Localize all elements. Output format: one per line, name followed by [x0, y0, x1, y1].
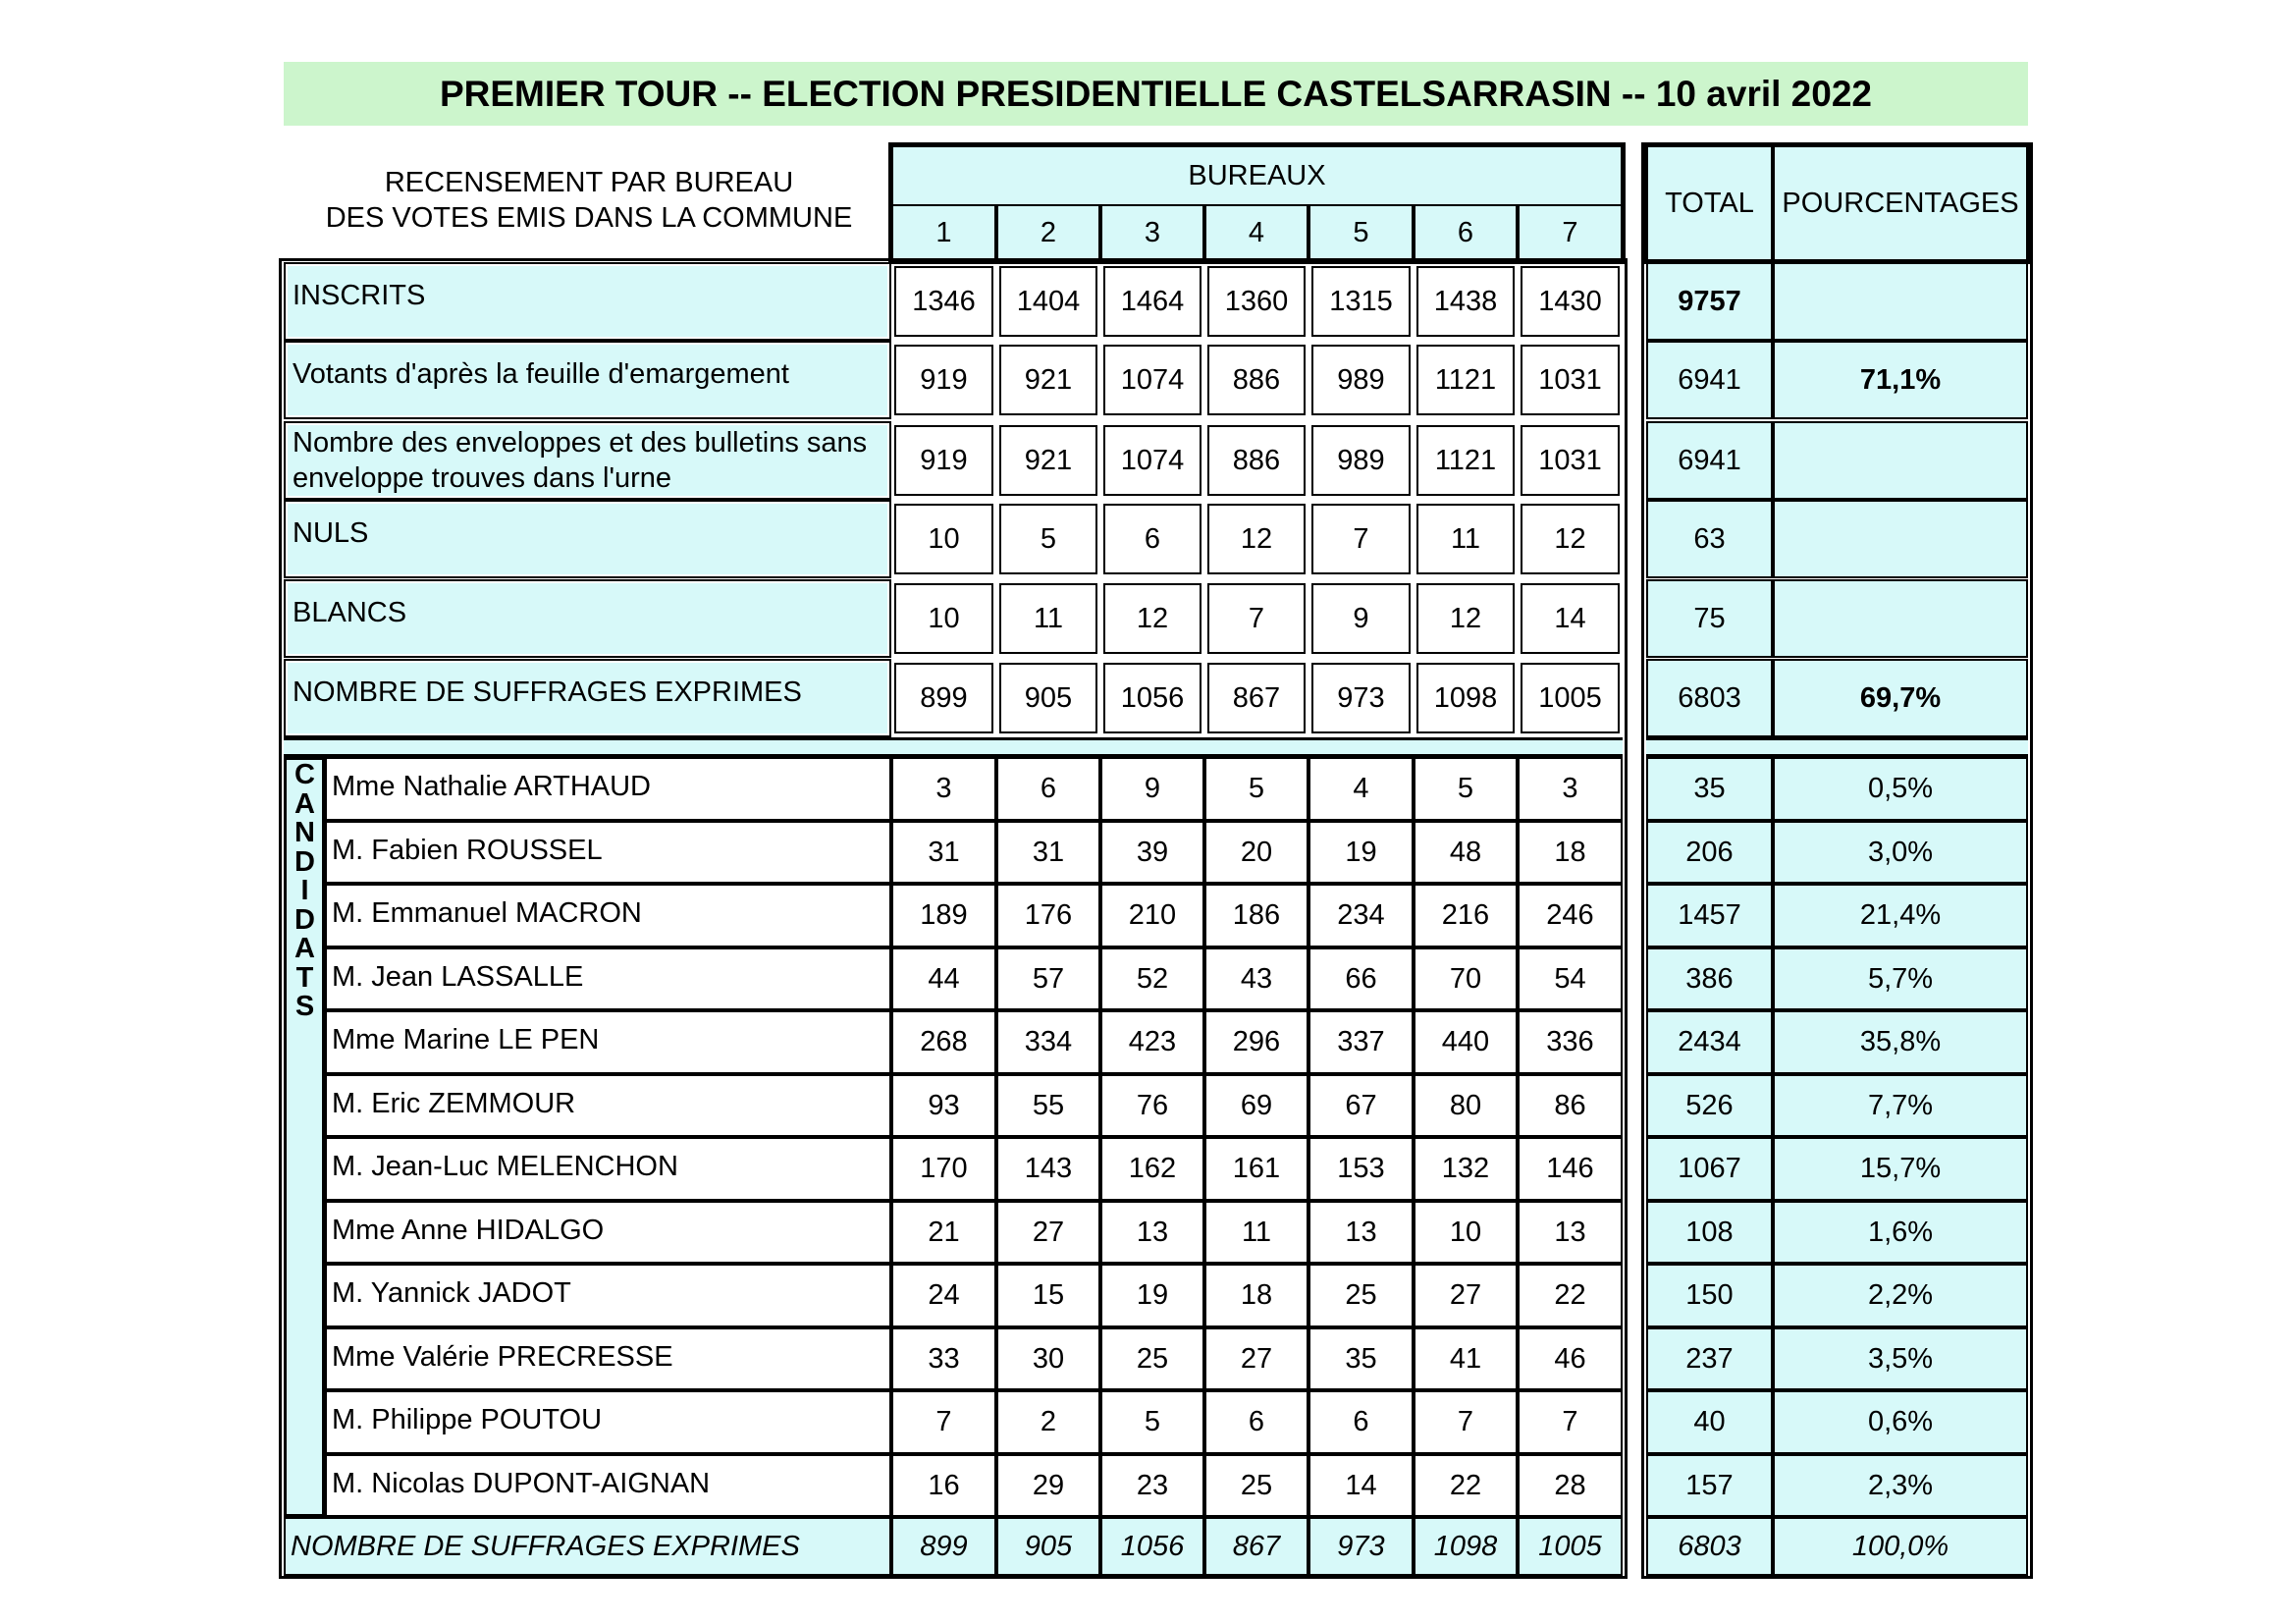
footer-percentage: 100,0%	[1773, 1517, 2028, 1576]
candidate-cell: 25	[1204, 1454, 1308, 1517]
candidate-cell: 24	[891, 1264, 996, 1327]
summary-label-0: INSCRITS	[288, 266, 887, 337]
candidate-cell: 246	[1518, 884, 1623, 947]
candidate-cell: 39	[1100, 821, 1204, 884]
summary-cell: 1098	[1416, 663, 1515, 733]
recensement-heading	[294, 165, 883, 236]
candidate-name: M. Philippe POUTOU	[325, 1390, 891, 1454]
candidate-cell: 5	[1204, 757, 1308, 821]
candidate-percentage: 2,2%	[1773, 1264, 2028, 1327]
candidate-cell: 21	[891, 1201, 996, 1264]
summary-cell: 973	[1311, 663, 1411, 733]
summary-cell: 10	[894, 583, 993, 654]
candidate-cell: 5	[1100, 1390, 1204, 1454]
candidate-cell: 13	[1518, 1201, 1623, 1264]
candidate-total: 1067	[1646, 1137, 1773, 1201]
summary-cell: 1005	[1521, 663, 1620, 733]
candidate-cell: 3	[1518, 757, 1623, 821]
summary-cell: 1360	[1207, 266, 1306, 337]
page-title: PREMIER TOUR -- ELECTION PRESIDENTIELLE CASTELSARRASIN -- 10 avril 2022	[284, 62, 2028, 126]
candidate-cell: 162	[1100, 1137, 1204, 1201]
footer-cell: 899	[891, 1517, 996, 1576]
candidate-cell: 7	[891, 1390, 996, 1454]
candidate-cell: 86	[1518, 1074, 1623, 1137]
candidate-percentage: 0,6%	[1773, 1390, 2028, 1454]
candidate-cell: 161	[1204, 1137, 1308, 1201]
candidate-total: 526	[1646, 1074, 1773, 1137]
candidate-percentage: 0,5%	[1773, 757, 2028, 821]
candidate-total: 1457	[1646, 884, 1773, 947]
summary-cell: 10	[894, 504, 993, 574]
candidate-cell: 48	[1414, 821, 1518, 884]
summary-total: 63	[1646, 500, 1773, 578]
candidate-cell: 80	[1414, 1074, 1518, 1137]
summary-cell: 14	[1521, 583, 1620, 654]
candidate-cell: 44	[891, 947, 996, 1010]
summary-cell: 899	[894, 663, 993, 733]
candidate-total: 2434	[1646, 1010, 1773, 1074]
footer-cell: 973	[1308, 1517, 1414, 1576]
candidate-cell: 234	[1308, 884, 1414, 947]
candidate-cell: 16	[891, 1454, 996, 1517]
candidate-cell: 423	[1100, 1010, 1204, 1074]
candidate-total: 35	[1646, 757, 1773, 821]
candidate-percentage: 35,8%	[1773, 1010, 2028, 1074]
candidate-cell: 25	[1308, 1264, 1414, 1327]
candidate-cell: 33	[891, 1327, 996, 1390]
summary-cell: 921	[999, 425, 1097, 496]
candidate-total: 40	[1646, 1390, 1773, 1454]
footer-label: NOMBRE DE SUFFRAGES EXPRIMES	[284, 1517, 891, 1576]
candidate-cell: 13	[1308, 1201, 1414, 1264]
bureaux-header: BUREAUX	[891, 145, 1623, 206]
candidate-cell: 176	[996, 884, 1100, 947]
candidate-cell: 23	[1100, 1454, 1204, 1517]
summary-cell: 1121	[1416, 345, 1515, 415]
candidate-cell: 27	[1204, 1327, 1308, 1390]
candidate-name: M. Jean LASSALLE	[325, 947, 891, 1010]
candidate-cell: 31	[891, 821, 996, 884]
summary-cell: 1056	[1103, 663, 1201, 733]
candidate-cell: 13	[1100, 1201, 1204, 1264]
candidate-total: 108	[1646, 1201, 1773, 1264]
bureau-number-7: 7	[1518, 204, 1623, 261]
candidate-percentage: 21,4%	[1773, 884, 2028, 947]
summary-cell: 1031	[1521, 425, 1620, 496]
candidate-cell: 7	[1414, 1390, 1518, 1454]
summary-label-1: Votants d'après la feuille d'emargement	[288, 345, 887, 415]
bureau-number-1: 1	[891, 204, 996, 261]
bureau-number-3: 3	[1100, 204, 1204, 261]
bureau-number-5: 5	[1308, 204, 1414, 261]
candidate-cell: 7	[1518, 1390, 1623, 1454]
summary-total: 9757	[1646, 262, 1773, 341]
summary-cell: 1074	[1103, 425, 1201, 496]
summary-cell: 1438	[1416, 266, 1515, 337]
bureau-number-6: 6	[1414, 204, 1518, 261]
summary-total: 6941	[1646, 421, 1773, 500]
candidate-cell: 216	[1414, 884, 1518, 947]
candidate-percentage: 1,6%	[1773, 1201, 2028, 1264]
candidate-cell: 14	[1308, 1454, 1414, 1517]
candidate-cell: 143	[996, 1137, 1100, 1201]
candidate-cell: 22	[1414, 1454, 1518, 1517]
candidate-percentage: 5,7%	[1773, 947, 2028, 1010]
candidate-cell: 41	[1414, 1327, 1518, 1390]
summary-cell: 886	[1207, 425, 1306, 496]
candidate-name: Mme Valérie PRECRESSE	[325, 1327, 891, 1390]
candidate-name: M. Fabien ROUSSEL	[325, 821, 891, 884]
candidate-total: 157	[1646, 1454, 1773, 1517]
candidate-cell: 268	[891, 1010, 996, 1074]
summary-cell: 1121	[1416, 425, 1515, 496]
candidate-total: 206	[1646, 821, 1773, 884]
summary-cell: 12	[1521, 504, 1620, 574]
candidate-cell: 93	[891, 1074, 996, 1137]
candidate-total: 150	[1646, 1264, 1773, 1327]
bureau-number-2: 2	[996, 204, 1100, 261]
candidate-cell: 189	[891, 884, 996, 947]
candidate-cell: 132	[1414, 1137, 1518, 1201]
summary-cell: 11	[999, 583, 1097, 654]
candidate-name: M. Yannick JADOT	[325, 1264, 891, 1327]
summary-total: 6803	[1646, 659, 1773, 737]
candidate-cell: 70	[1414, 947, 1518, 1010]
candidate-cell: 19	[1308, 821, 1414, 884]
summary-cell: 886	[1207, 345, 1306, 415]
candidate-cell: 27	[996, 1201, 1100, 1264]
summary-cell: 5	[999, 504, 1097, 574]
candidate-name: M. Nicolas DUPONT-AIGNAN	[325, 1454, 891, 1517]
total-header: TOTAL	[1646, 145, 1773, 261]
bureau-number-4: 4	[1204, 204, 1308, 261]
summary-label-4: BLANCS	[288, 583, 887, 654]
candidate-cell: 170	[891, 1137, 996, 1201]
candidate-cell: 15	[996, 1264, 1100, 1327]
recensement-text: RECENSEMENT PAR BUREAU DES VOTES EMIS DANS LA COMMUNE	[325, 167, 853, 234]
candidate-cell: 146	[1518, 1137, 1623, 1201]
candidate-cell: 9	[1100, 757, 1204, 821]
candidate-cell: 66	[1308, 947, 1414, 1010]
summary-cell: 12	[1416, 583, 1515, 654]
candidate-percentage: 3,5%	[1773, 1327, 2028, 1390]
candidate-cell: 210	[1100, 884, 1204, 947]
candidate-cell: 334	[996, 1010, 1100, 1074]
candidate-cell: 6	[1308, 1390, 1414, 1454]
candidate-cell: 22	[1518, 1264, 1623, 1327]
candidate-percentage: 15,7%	[1773, 1137, 2028, 1201]
summary-label-5: NOMBRE DE SUFFRAGES EXPRIMES	[288, 663, 887, 733]
summary-cell: 1430	[1521, 266, 1620, 337]
summary-cell: 919	[894, 345, 993, 415]
candidate-cell: 3	[891, 757, 996, 821]
candidate-cell: 54	[1518, 947, 1623, 1010]
candidate-cell: 19	[1100, 1264, 1204, 1327]
candidate-cell: 55	[996, 1074, 1100, 1137]
summary-percentage: 69,7%	[1773, 659, 2028, 737]
candidate-cell: 31	[996, 821, 1100, 884]
footer-cell: 905	[996, 1517, 1100, 1576]
summary-cell: 7	[1207, 583, 1306, 654]
candidats-vertical-label: C A N D I D A T S	[294, 759, 315, 1022]
summary-total: 75	[1646, 579, 1773, 658]
summary-cell: 6	[1103, 504, 1201, 574]
bureaux-header-frame	[888, 142, 1626, 264]
candidate-percentage: 7,7%	[1773, 1074, 2028, 1137]
candidate-cell: 336	[1518, 1010, 1623, 1074]
candidate-cell: 25	[1100, 1327, 1204, 1390]
footer-total: 6803	[1646, 1517, 1773, 1576]
footer-cell: 1056	[1100, 1517, 1204, 1576]
summary-cell: 11	[1416, 504, 1515, 574]
summary-cell: 1346	[894, 266, 993, 337]
footer-cell: 867	[1204, 1517, 1308, 1576]
summary-cell: 1464	[1103, 266, 1201, 337]
summary-percentage: 71,1%	[1773, 341, 2028, 419]
candidate-cell: 20	[1204, 821, 1308, 884]
summary-cell: 12	[1207, 504, 1306, 574]
candidate-cell: 18	[1518, 821, 1623, 884]
summary-cell: 12	[1103, 583, 1201, 654]
candidate-name: Mme Anne HIDALGO	[325, 1201, 891, 1264]
candidate-total: 237	[1646, 1327, 1773, 1390]
candidate-cell: 57	[996, 947, 1100, 1010]
candidate-name: M. Emmanuel MACRON	[325, 884, 891, 947]
candidate-cell: 5	[1414, 757, 1518, 821]
candidate-cell: 11	[1204, 1201, 1308, 1264]
candidate-total: 386	[1646, 947, 1773, 1010]
summary-cell: 905	[999, 663, 1097, 733]
candidate-cell: 52	[1100, 947, 1204, 1010]
candidate-cell: 30	[996, 1327, 1100, 1390]
candidate-percentage: 3,0%	[1773, 821, 2028, 884]
candidate-cell: 6	[1204, 1390, 1308, 1454]
summary-cell: 989	[1311, 425, 1411, 496]
summary-label-2: Nombre des enveloppes et des bulletins sans enveloppe trouves dans l'urne	[288, 425, 887, 496]
summary-cell: 9	[1311, 583, 1411, 654]
summary-cell: 1404	[999, 266, 1097, 337]
summary-total: 6941	[1646, 341, 1773, 419]
candidate-cell: 69	[1204, 1074, 1308, 1137]
summary-cell: 867	[1207, 663, 1306, 733]
candidate-cell: 76	[1100, 1074, 1204, 1137]
summary-cell: 921	[999, 345, 1097, 415]
candidate-cell: 337	[1308, 1010, 1414, 1074]
candidate-cell: 67	[1308, 1074, 1414, 1137]
candidate-cell: 35	[1308, 1327, 1414, 1390]
summary-cell: 1074	[1103, 345, 1201, 415]
summary-cell: 919	[894, 425, 993, 496]
candidate-cell: 43	[1204, 947, 1308, 1010]
summary-cell: 7	[1311, 504, 1411, 574]
summary-label-3: NULS	[288, 504, 887, 574]
candidate-cell: 6	[996, 757, 1100, 821]
candidate-cell: 440	[1414, 1010, 1518, 1074]
candidate-name: Mme Marine LE PEN	[325, 1010, 891, 1074]
candidate-cell: 27	[1414, 1264, 1518, 1327]
candidate-cell: 18	[1204, 1264, 1308, 1327]
summary-cell: 1031	[1521, 345, 1620, 415]
candidate-name: Mme Nathalie ARTHAUD	[325, 757, 891, 821]
candidate-cell: 2	[996, 1390, 1100, 1454]
candidate-cell: 4	[1308, 757, 1414, 821]
footer-cell: 1098	[1414, 1517, 1518, 1576]
summary-cell: 989	[1311, 345, 1411, 415]
candidate-cell: 186	[1204, 884, 1308, 947]
candidate-name: M. Eric ZEMMOUR	[325, 1074, 891, 1137]
candidate-cell: 28	[1518, 1454, 1623, 1517]
summary-cell: 1315	[1311, 266, 1411, 337]
candidate-name: M. Jean-Luc MELENCHON	[325, 1137, 891, 1201]
candidate-cell: 10	[1414, 1201, 1518, 1264]
candidate-cell: 296	[1204, 1010, 1308, 1074]
candidate-percentage: 2,3%	[1773, 1454, 2028, 1517]
pourcentages-header: POURCENTAGES	[1773, 145, 2028, 261]
candidate-cell: 153	[1308, 1137, 1414, 1201]
right-table-frame	[1641, 142, 2033, 1579]
candidate-cell: 46	[1518, 1327, 1623, 1390]
candidate-cell: 29	[996, 1454, 1100, 1517]
footer-cell: 1005	[1518, 1517, 1623, 1576]
